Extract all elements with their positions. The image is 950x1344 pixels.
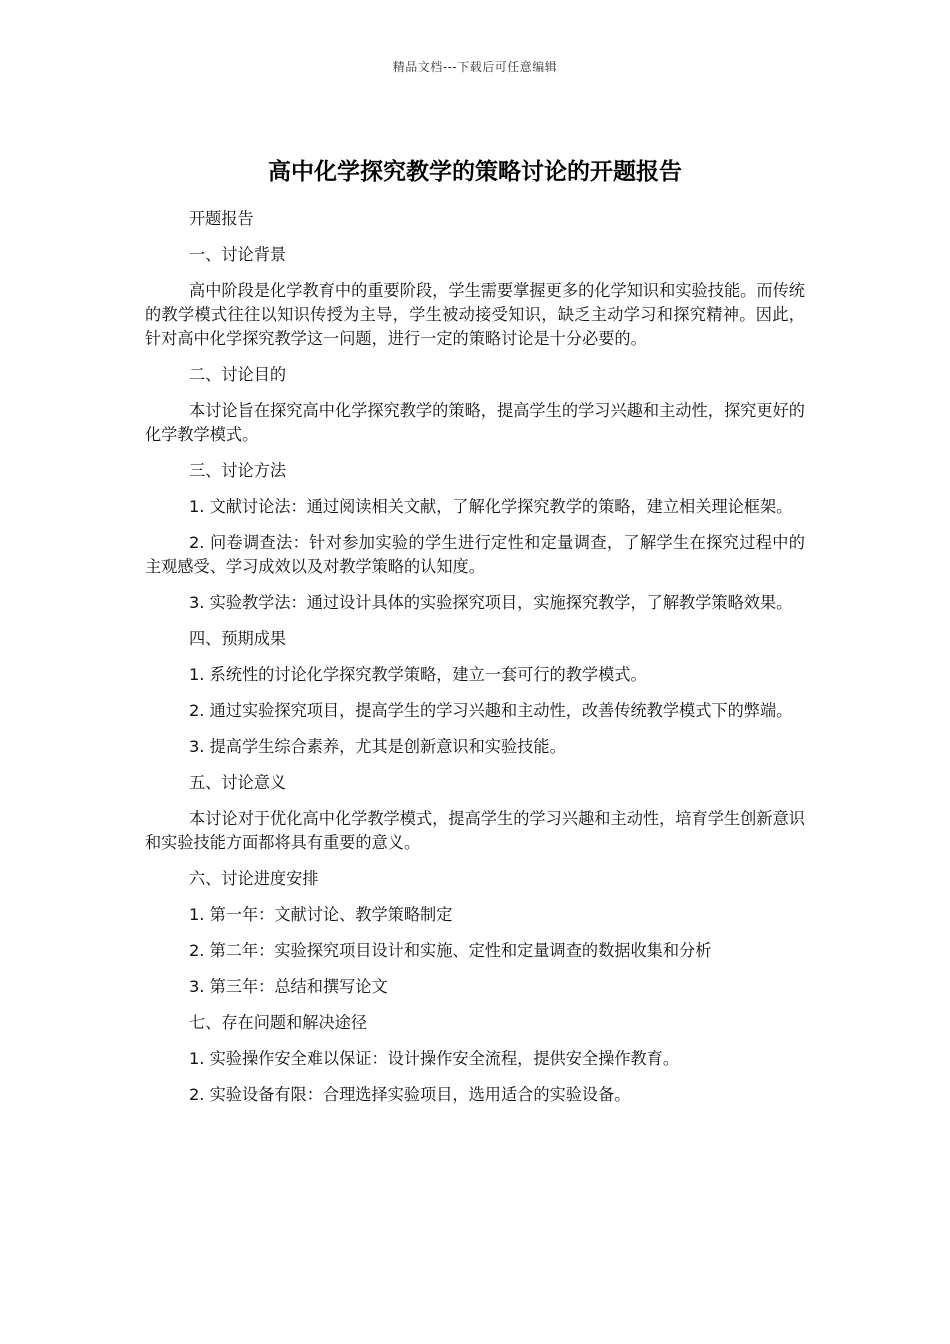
document-body: [145, 207, 805, 1119]
significance-paragraph: 本讨论对于优化高中化学教学模式，提高学生的学习兴趣和主动性，培育学生创新意识和实验技能方面都将具有重要的意义。: [145, 809, 805, 852]
section-heading-significance: 五、讨论意义: [189, 773, 287, 792]
section-heading-outcomes: 四、预期成果: [189, 629, 287, 648]
outcome-item-2: 2. 通过实验探究项目，提高学生的学习兴趣和主动性，改善传统教学模式下的弊端。: [189, 701, 793, 720]
purpose-paragraph: 本讨论旨在探究高中化学探究教学的策略，提高学生的学习兴趣和主动性，探究更好的化学教学模式。: [145, 401, 805, 444]
outcome-item-1: 1. 系统性的讨论化学探究教学策略，建立一套可行的教学模式。: [189, 665, 647, 684]
section-heading-methods: 三、讨论方法: [189, 461, 287, 480]
section-heading-background: 一、讨论背景: [189, 245, 287, 264]
page-header-note: 精品文档---下载后可任意编辑: [392, 60, 558, 74]
method-item-1: 1. 文献讨论法：通过阅读相关文献，了解化学探究教学的策略，建立相关理论框架。: [189, 497, 793, 516]
outcome-item-3: 3. 提高学生综合素养，尤其是创新意识和实验技能。: [189, 737, 566, 756]
schedule-item-2: 2. 第二年：实验探究项目设计和实施、定性和定量调查的数据收集和分析: [189, 941, 712, 960]
issue-item-2: 2. 实验设备有限：合理选择实验项目，选用适合的实验设备。: [189, 1085, 631, 1104]
method-item-3: 3. 实验教学法：通过设计具体的实验探究项目，实施探究教学，了解教学策略效果。: [189, 593, 793, 612]
section-heading-schedule: 六、讨论进度安排: [189, 869, 319, 888]
method-item-2: 2. 问卷调查法：针对参加实验的学生进行定性和定量调查，了解学生在探究过程中的主观感受、学习成效以及对教学策略的认知度。: [145, 533, 805, 576]
section-heading-purpose: 二、讨论目的: [189, 365, 287, 384]
report-heading: 开题报告: [189, 209, 254, 228]
schedule-item-3: 3. 第三年：总结和撰写论文: [189, 977, 388, 996]
document-title: 高中化学探究教学的策略讨论的开题报告: [268, 159, 682, 186]
background-paragraph: 高中阶段是化学教育中的重要阶段，学生需要掌握更多的化学知识和实验技能。而传统的教学模式往往以知识传授为主导，学生被动接受知识，缺乏主动学习和探究精神。因此，针对高中化学探究教学这一问题，进行一定的策略讨论是十分必要的。: [145, 281, 805, 348]
section-heading-issues: 七、存在问题和解决途径: [189, 1013, 368, 1032]
schedule-item-1: 1. 第一年：文献讨论、教学策略制定: [189, 905, 453, 924]
issue-item-1: 1. 实验操作安全难以保证：设计操作安全流程，提供安全操作教育。: [189, 1049, 680, 1068]
